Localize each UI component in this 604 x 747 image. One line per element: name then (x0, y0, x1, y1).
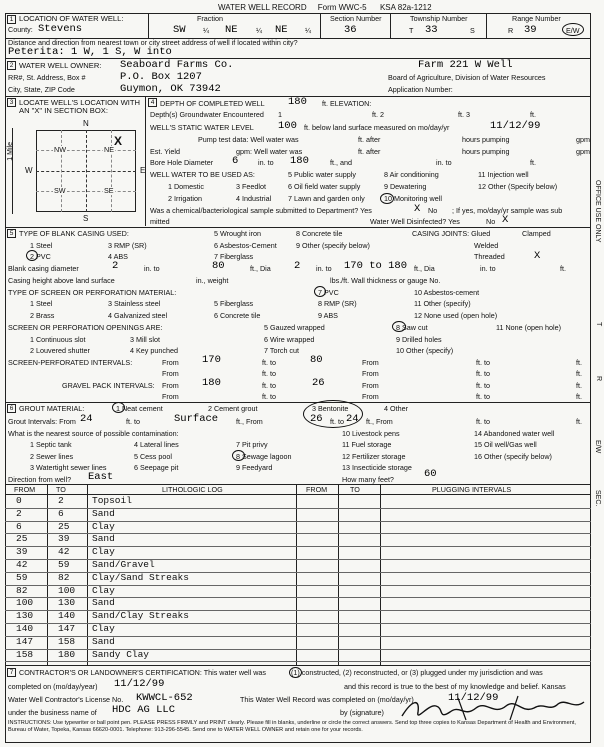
section-value[interactable]: 36 (344, 24, 357, 36)
log-header-from-2: FROM (306, 485, 328, 494)
log-cell-from[interactable]: 100 (16, 597, 34, 609)
section-number: 7 (7, 668, 16, 677)
blank-to-1[interactable]: 80 (212, 260, 225, 272)
spi-label: SCREEN-PERFORATED INTERVALS: (8, 358, 133, 367)
board-label: Board of Agriculture, Division of Water Resources (388, 73, 546, 82)
fraction-label: Fraction (197, 14, 223, 23)
sewage-lagoon-circle (232, 450, 245, 461)
form-title: WATER WELL RECORD Form WWC-5 KSA 82a-1212 (218, 3, 432, 12)
openings-label: SCREEN OR PERFORATION OPENINGS ARE: (8, 323, 163, 332)
log-cell-from[interactable]: 39 (16, 546, 28, 558)
log-cell-to[interactable]: 42 (58, 546, 70, 558)
grout-from-2[interactable]: 26 (310, 413, 323, 425)
section-number: 1 (7, 15, 16, 24)
howmany-value[interactable]: 60 (424, 468, 437, 480)
log-cell-desc[interactable]: Sand/Clay Streaks (92, 610, 189, 622)
grout-to-1[interactable]: Surface (174, 413, 219, 425)
log-cell-desc[interactable]: Sandy Clay (92, 648, 150, 660)
log-cell-to[interactable]: 82 (58, 571, 70, 583)
log-cell-desc[interactable]: Sand (92, 533, 115, 545)
application-label: Application Number: (388, 85, 453, 94)
ew-circle (562, 23, 584, 36)
use-label: WELL WATER TO BE USED AS: (150, 170, 255, 179)
grout-from-1[interactable]: 24 (80, 413, 93, 425)
depth-value[interactable]: 180 (288, 96, 307, 108)
range-label: Range Number (512, 14, 561, 23)
log-cell-desc[interactable]: Clay (92, 584, 115, 596)
screen-pvc-circle (314, 286, 326, 297)
range-ew[interactable]: E/W (566, 26, 580, 35)
well-location-mark: X (114, 134, 123, 148)
range-value[interactable]: 39 (524, 24, 537, 36)
table-row (8, 534, 588, 545)
distance-value[interactable]: Peterita: 1 W, 1 S, W into (8, 46, 172, 58)
log-header-lithologic: LITHOLOGIC LOG (162, 485, 223, 494)
log-cell-desc[interactable]: Clay (92, 623, 115, 634)
table-row (8, 509, 588, 520)
grout-to-2[interactable]: 24 (346, 413, 359, 425)
static-date[interactable]: 11/12/99 (490, 120, 541, 132)
log-cell-from[interactable]: 82 (16, 584, 28, 596)
saw-cut-circle (392, 321, 406, 332)
threaded-mark[interactable]: X (534, 250, 541, 262)
log-cell-to[interactable]: 158 (58, 635, 76, 647)
blank-diameter-1[interactable]: 2 (112, 260, 119, 272)
log-cell-from[interactable]: 59 (16, 571, 28, 583)
log-cell-desc[interactable]: Topsoil (92, 495, 132, 506)
contamination-label: What is the nearest source of possible contamination: (8, 429, 179, 438)
row-divider (5, 661, 591, 662)
quarter-3: ¼ (305, 26, 311, 35)
log-cell-from[interactable]: 140 (16, 623, 34, 634)
log-cell-from[interactable]: 0 (16, 495, 22, 506)
log-cell-to[interactable]: 140 (58, 610, 76, 622)
record-date[interactable]: 11/12/99 (448, 692, 499, 704)
log-cell-desc[interactable]: Clay (92, 520, 115, 532)
spi-to[interactable]: 80 (310, 354, 323, 366)
log-cell-desc[interactable]: Sand (92, 597, 115, 609)
log-header-plugging: PLUGGING INTERVALS (432, 485, 512, 494)
log-cell-desc[interactable]: Clay/Sand Streaks (92, 571, 189, 583)
license-value[interactable]: KWWCL-652 (136, 692, 193, 704)
mile-label: 1 Mile (7, 142, 14, 161)
direction-value[interactable]: East (88, 471, 114, 483)
gpi-to[interactable]: 26 (312, 377, 325, 389)
quarter-1: ¼ (203, 26, 209, 35)
log-cell-from[interactable]: 130 (16, 610, 34, 622)
pvc-circle (26, 250, 38, 261)
city-value[interactable]: Guymon, OK 73942 (120, 83, 221, 95)
cert-line-1: CONTRACTOR'S OR LANDOWNER'S CERTIFICATION: This water well was (19, 668, 267, 677)
table-row (8, 637, 588, 648)
log-header-to: TO (56, 485, 66, 494)
chem-no-mark[interactable]: X (414, 203, 421, 215)
joints-label: CASING JOINTS: Glued (412, 229, 491, 238)
log-cell-to[interactable]: 130 (58, 597, 76, 609)
disinfected-no-mark[interactable]: X (502, 214, 509, 226)
instructions: INSTRUCTIONS: Use typewriter or ball point pen. PLEASE PRESS FIRMLY and PRINT clearly. Please fill in blanks, underline or circle the correct answers. Send top three copies to Kansas Department of Health and Environment, Bureau of Water, Topeka, Kansas 66620-0001. Telephone: 913-296-5545. Send one to WATER WELL OWNER and retain one for your records. (8, 720, 576, 733)
log-cell-desc[interactable]: Sand (92, 635, 115, 647)
log-cell-to[interactable]: 100 (58, 584, 76, 596)
log-cell-to[interactable]: 25 (58, 520, 70, 532)
log-cell-to[interactable]: 180 (58, 648, 76, 660)
completed-date[interactable]: 11/12/99 (114, 678, 165, 690)
casing-label: TYPE OF BLANK CASING USED: (19, 229, 129, 238)
static-label: WELL'S STATIC WATER LEVEL (150, 123, 254, 132)
township-label: Township Number (410, 14, 468, 23)
business-name[interactable]: HDC AG LLC (112, 704, 176, 716)
quarter-2: ¼ (256, 26, 262, 35)
log-cell-to[interactable]: 39 (58, 533, 70, 545)
table-row (8, 611, 588, 622)
use-selected-circle (380, 193, 394, 204)
log-cell-from[interactable]: 2 (16, 507, 22, 519)
location-title: LOCATION OF WATER WELL: (19, 14, 124, 23)
blank-to-2[interactable]: 170 to 180 (344, 260, 408, 272)
distance-label: Distance and direction from nearest town or city street address of well if located within city? (8, 38, 298, 47)
office-use-label: OFFICE USE ONLY (594, 180, 602, 243)
address-label: RR#, St. Address, Box # (8, 73, 86, 82)
spi-from[interactable]: 170 (202, 354, 221, 366)
neat-cement-circle (112, 402, 125, 413)
log-cell-to[interactable]: 2 (58, 495, 64, 506)
log-cell-from[interactable]: 6 (16, 520, 22, 532)
city-label: City, State, ZIP Code (8, 85, 75, 94)
section-label: Section Number (330, 14, 382, 23)
locate-title-1: LOCATE WELL'S LOCATION WITH (19, 98, 140, 107)
owner-label: WATER WELL OWNER: (19, 61, 102, 70)
blank-diameter-2[interactable]: 2 (294, 260, 301, 272)
log-header-to-2: TO (350, 485, 360, 494)
section-number: 5 (7, 229, 16, 238)
locate-title-2: AN "X" IN SECTION BOX: (19, 106, 108, 115)
log-cell-to[interactable]: 6 (58, 507, 64, 519)
table-row (8, 598, 588, 609)
fraction-1[interactable]: SW (173, 24, 186, 36)
log-cell-desc[interactable]: Sand/Gravel (92, 559, 155, 570)
depth-label: DEPTH OF COMPLETED WELL (160, 99, 265, 108)
table-row (8, 496, 588, 507)
screen-label: TYPE OF SCREEN OR PERFORATION MATERIAL: (8, 288, 177, 297)
table-row (8, 573, 588, 584)
log-cell-desc[interactable]: Clay (92, 546, 115, 558)
table-row (8, 522, 588, 533)
fraction-3[interactable]: NE (275, 24, 288, 36)
section-number: 6 (7, 404, 16, 413)
grout-label: GROUT MATERIAL: (19, 404, 85, 413)
bore-diameter[interactable]: 6 (232, 155, 239, 167)
bore-depth[interactable]: 180 (290, 155, 309, 167)
address-value[interactable]: P.O. Box 1207 (120, 71, 202, 83)
section-number: 2 (7, 61, 16, 70)
log-cell-from[interactable]: 147 (16, 635, 34, 647)
static-value[interactable]: 100 (278, 120, 297, 132)
log-cell-to[interactable]: 59 (58, 559, 70, 570)
table-row (8, 650, 588, 661)
log-cell-from[interactable]: 158 (16, 648, 34, 660)
log-cell-from[interactable]: 42 (16, 559, 28, 570)
owner-value[interactable]: Seaboard Farms Co. (120, 59, 234, 71)
section-number: 4 (148, 98, 157, 107)
table-row (8, 586, 588, 597)
log-cell-from[interactable]: 25 (16, 533, 28, 545)
gpi-from[interactable]: 180 (202, 377, 221, 389)
fraction-2[interactable]: NE (225, 24, 238, 36)
groundwater-label: Depth(s) Groundwater Encountered (150, 110, 264, 119)
county-label: County: (8, 25, 33, 34)
table-row (8, 624, 588, 635)
county-value[interactable]: Stevens (38, 23, 83, 35)
farm-value[interactable]: Farm 221 W Well (418, 59, 513, 71)
gpi-label: GRAVEL PACK INTERVALS: (62, 381, 155, 390)
section-number: 3 (7, 98, 16, 107)
table-row (8, 560, 588, 571)
log-header-from: FROM (14, 485, 36, 494)
table-row (8, 547, 588, 558)
log-cell-to[interactable]: 147 (58, 623, 76, 634)
township-value[interactable]: 33 (425, 24, 438, 36)
log-cell-desc[interactable]: Sand (92, 507, 115, 519)
